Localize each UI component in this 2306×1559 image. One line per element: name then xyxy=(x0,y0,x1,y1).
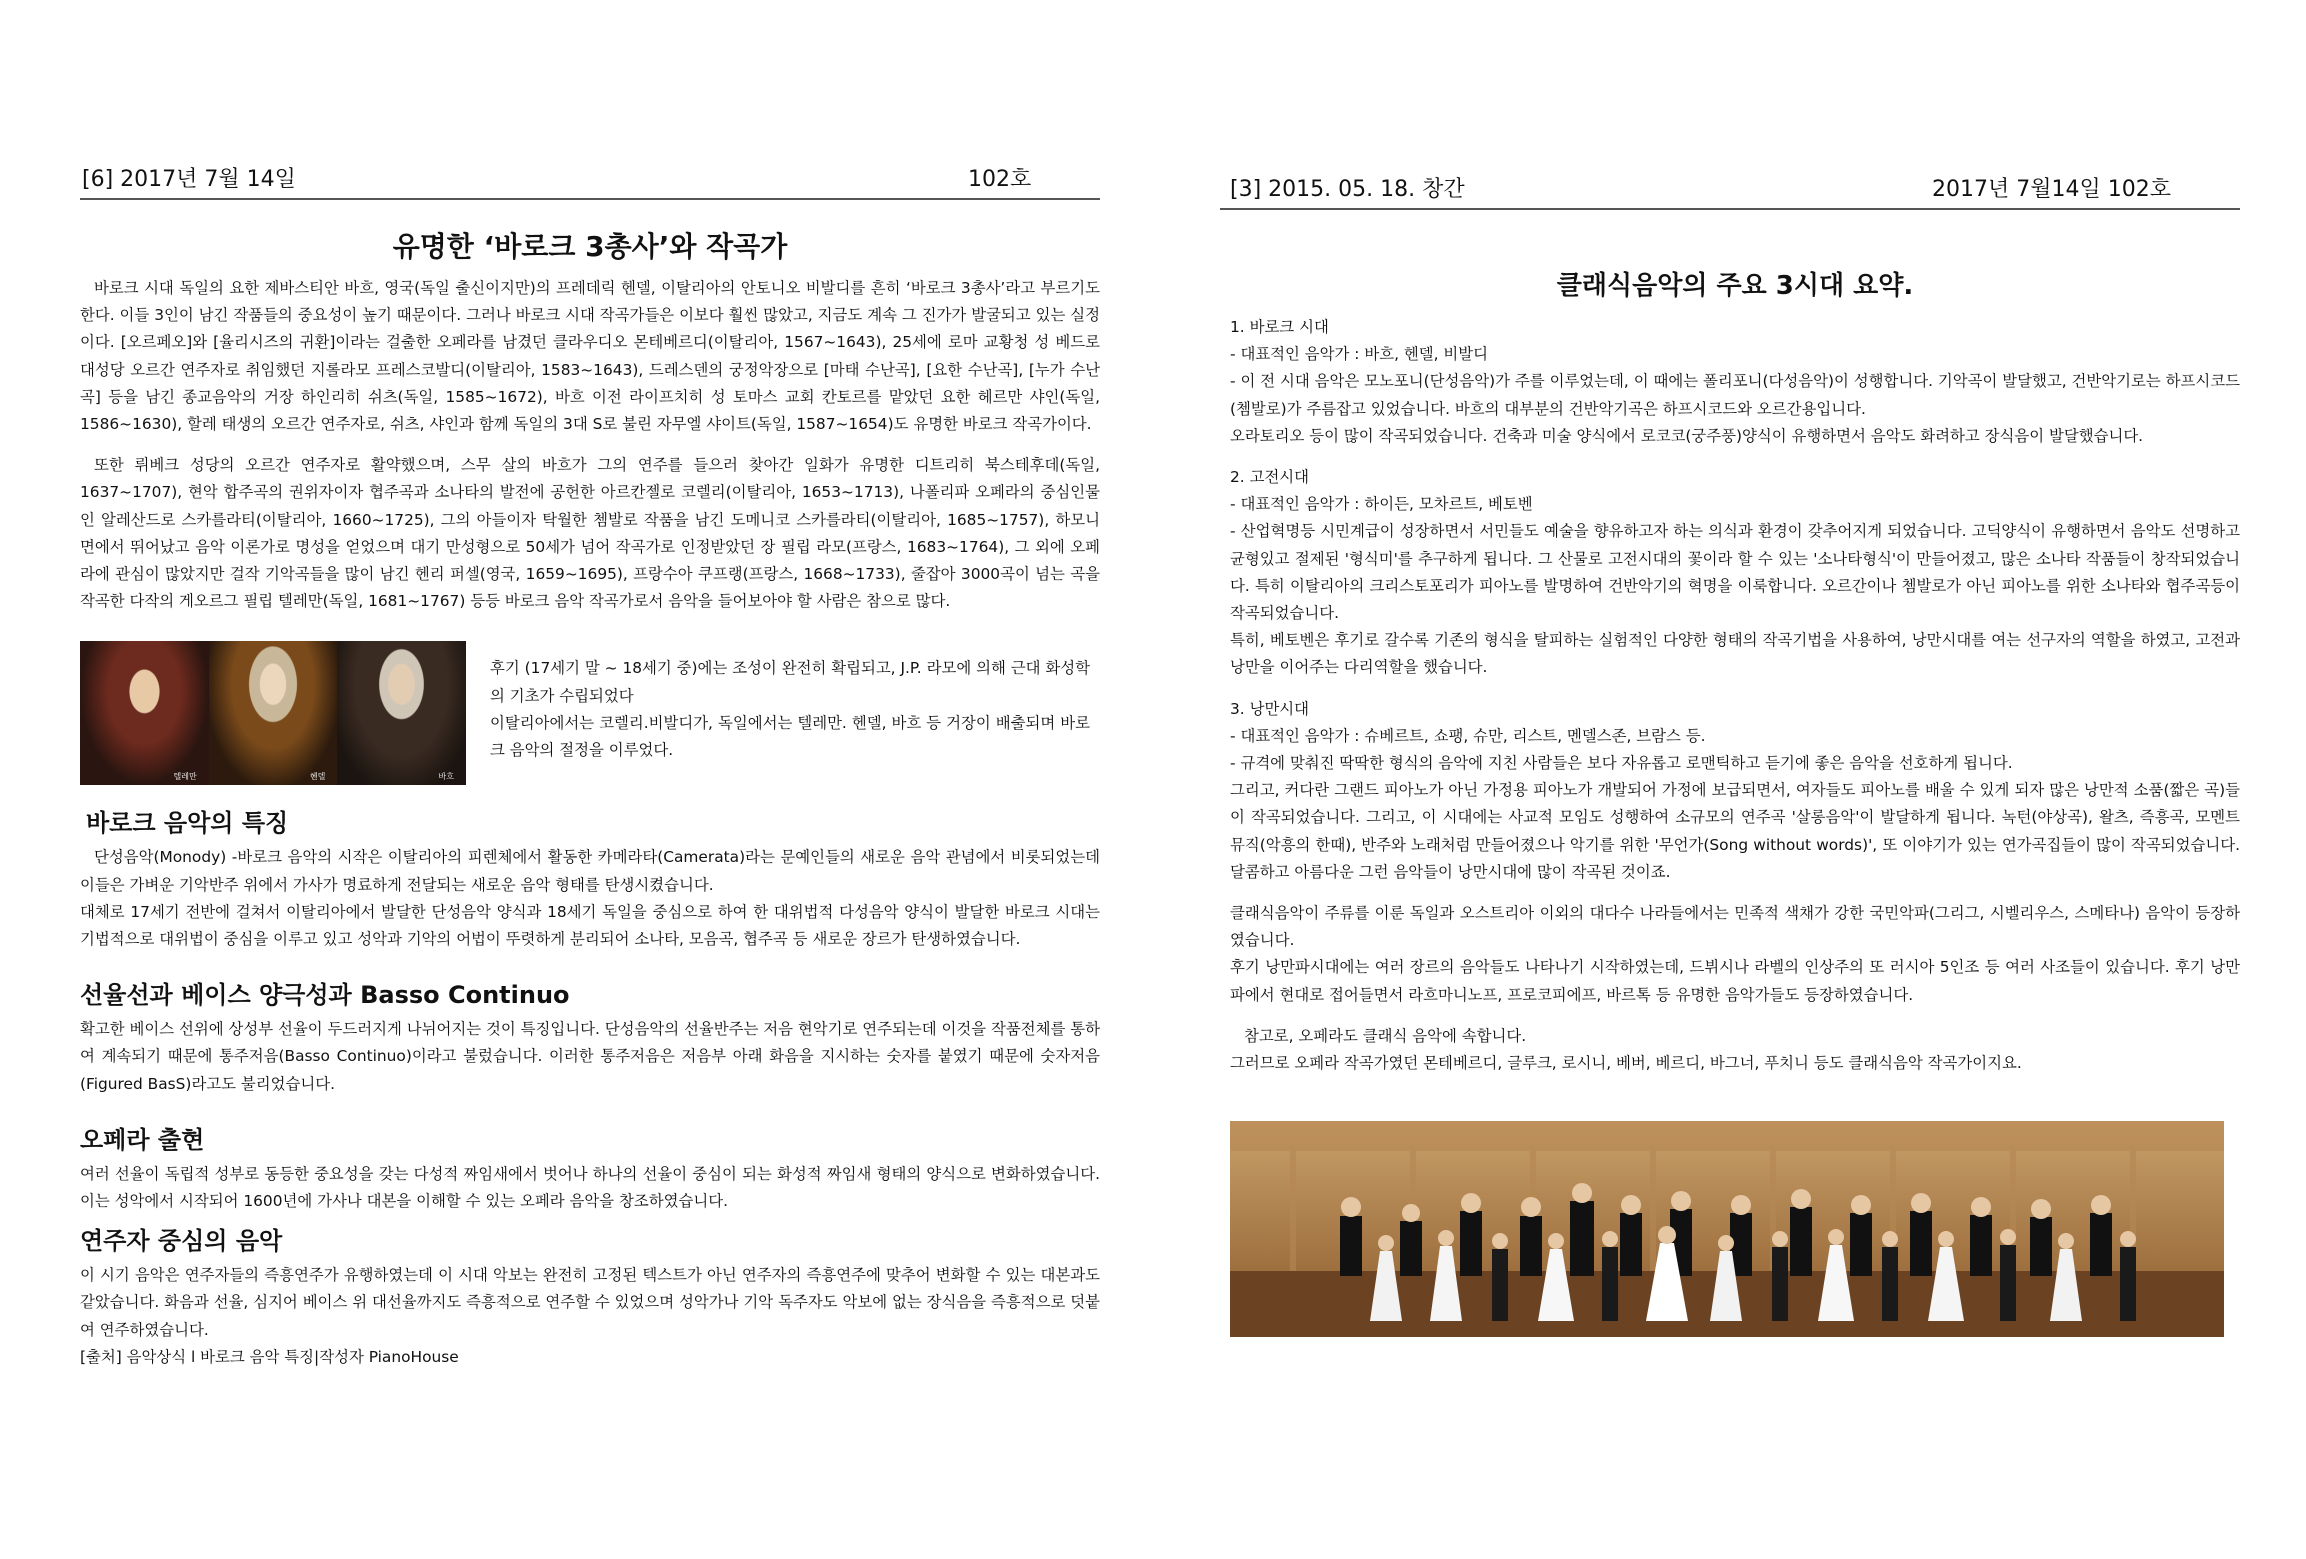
right-header-issue: 2017년 7월14일 102호 xyxy=(1932,177,2171,202)
portrait-caption: 헨델 xyxy=(309,772,326,782)
composer-portraits-image xyxy=(80,641,466,785)
left-page-header xyxy=(80,158,1100,200)
left-header-issue: 102호 xyxy=(968,167,1032,192)
basso-continuo-paragraph: 확고한 베이스 선위에 상성부 선율이 두드러지게 나뉘어지는 것이 특징입니다. 단성음악의 선율반주는 저음 현악기로 연주되는데 이것을 작품전체를 통하여 계속되기 때문에 통주저음(Basso Continuo)이라고 불렀습니다. 이러한 통주저음은 저음부 아래 화음을 지시하는 숫자를 붙였기 때문에 숫자저음(Figured BasS)라고도 불리었습니다. xyxy=(80,1020,1100,1093)
baroque-features-heading: 바로크 음악의 특징 xyxy=(86,809,289,838)
era1-paragraph: - 이 전 시대 음악은 모노포니(단성음악)가 주를 이루었는데, 이 때에는 폴리포니(다성음악)이 성행합니다. 기악곡이 발달했고, 건반악기로는 하프시코드(쳄발로)가 주름잡고 있었습니다. 바흐의 대부분의 건반악기곡은 하프시코드와 오르간용입니다. xyxy=(1230,372,2240,418)
late-baroque-text: 후기 (17세기 말 ~ 18세기 중)에는 조성이 완전히 확립되고, J.P. 라모에 의해 근대 화성학의 기초가 수립되었다 xyxy=(490,659,1090,705)
era1-paragraph-2: 오라토리오 등이 많이 작곡되었습니다. 건축과 미술 양식에서 로코코(궁주풍)양식이 유행하면서 음악도 화려하고 장식음이 발달했습니다. xyxy=(1230,426,2144,445)
national-school-paragraph: 클래식음악이 주류를 이룬 독일과 오스트리아 이외의 대다수 나라들에서는 민족적 색채가 강한 국민악파(그리그, 시벨리우스, 스메타나) 음악이 등장하였습니다. xyxy=(1230,904,2240,950)
era3-composers: - 대표적인 음악가 : 슈베르트, 쇼팽, 슈만, 리스트, 멘델스존, 브람스 등. xyxy=(1230,726,1706,745)
era1-heading: 1. 바로크 시대 xyxy=(1230,318,1329,336)
monody-paragraph: 단성음악(Monody) -바로크 음악의 시작은 이탈리아의 피렌체에서 활동한 카메라타(Camerata)라는 문예인들의 새로운 음악 관념에서 비롯되었는데 이들은 가벼운 기악반주 위에서 가사가 명료하게 전달되는 새로운 음악 형태를 탄생시켰습니다. xyxy=(80,848,1100,894)
left-page-body xyxy=(80,225,1100,1371)
era1-composers: - 대표적인 음악가 : 바흐, 헨델, 비발디 xyxy=(1230,345,1489,364)
composers-paragraph: 또한 뤼베크 성당의 오르간 연주자로 활약했으며, 스무 살의 바흐가 그의 연주를 들으러 찾아간 일화가 유명한 디트리히 북스테후데(독일, 1637~1707), 현악 합주곡의 권위자이자 협주곡과 소나타의 발전에 공헌한 아르칸젤로 코렐리(이탈리아, 1653~1713), 나폴리파 오페라의 중심인물인 알레산드로 스카를라티(이탈리아, 1660~1725), 그의 아들이자 탁월한 쳄발로 작품을 남긴 도메니코 스카를라티(이탈리아, 1685~1757), 하모니 면에서 뛰어났고 음악 이론가로 명성을 얻었으며 대기 만성형으로 50세가 넘어 작곡가로 인정받았던 장 필립 라모(프랑스, 1683~1764), 그 외에 오페라에 관심이 많았지만 걸작 기악곡들을 많이 남긴 헨리 퍼셀(영국, 1659~1695), 프랑수아 쿠프랭(프랑스, 1668~1733), 줄잡아 3000곡이 넘는 곡을 작곡한 다작의 게오르그 필립 텔레만(독일, 1681~1767) 등등 바로크 음악 작곡가로서 음악을 들어보아야 할 사람은 참으로 많다. xyxy=(80,456,1100,611)
right-page-body xyxy=(1230,265,2240,1337)
left-header-date: [6] 2017년 7월 14일 xyxy=(82,167,296,192)
orchestra-photo-illustration xyxy=(1230,1121,2224,1337)
late-romantic-paragraph: 후기 낭만파시대에는 여러 장르의 음악들도 나타나기 시작하였는데, 드뷔시나 라벨의 인상주의 또 러시아 5인조 등 여러 사조들이 있습니다. 후기 낭만파에서 현대로 접어들면서 라흐마니노프, 프로코피에프, 바르톡 등 유명한 음악가들도 등장하였습니다. xyxy=(1230,958,2240,1004)
era2-composers: - 대표적인 음악가 : 하이든, 모차르트, 베토벤 xyxy=(1230,495,1533,514)
era3-paragraph: - 규격에 맞춰진 딱딱한 형식의 음악에 지친 사람들은 보다 자유롭고 로맨틱하고 듣기에 좋은 음악을 선호하게 됩니다. xyxy=(1230,754,2013,773)
orchestra-concert-photo xyxy=(1230,1121,2224,1337)
masters-text: 이탈리아에서는 코렐리.비발디가, 독일에서는 텔레만. 헨델, 바흐 등 거장이 배출되며 바로크 음악의 절정을 이루었다. xyxy=(490,713,1090,760)
opera-heading: 오페라 출현 xyxy=(80,1125,205,1154)
basso-continuo-heading: 선율선과 베이스 양극성과 Basso Continuo xyxy=(80,981,570,1010)
left-article-title: 유명한 ‘바로크 3총사’와 작곡가 xyxy=(392,230,788,263)
opera-paragraph: 여러 선율이 독립적 성부로 동등한 중요성을 갖는 다성적 짜임새에서 벗어나 하나의 선율이 중심이 되는 화성적 짜임새 형태의 양식으로 변화하였습니다. 이는 성악에서 시작되어 1600년에 가사나 대본을 이해할 수 있는 오페라 음악을 창조하였습니다. xyxy=(80,1164,1100,1211)
right-article-title: 클래식음악의 주요 3시대 요약. xyxy=(1556,271,1914,301)
era2-paragraph-2: 특히, 베토벤은 후기로 갈수록 기존의 형식을 탈피하는 실험적인 다양한 형태의 작곡기법을 사용하여, 낭만시대를 여는 선구자의 역할을 하였고, 고전과 낭만을 이어주는 다리역할을 했습니다. xyxy=(1230,631,2240,677)
era2-heading: 2. 고전시대 xyxy=(1230,468,1310,487)
reference-note: 참고로, 오페라도 클래식 음악에 속합니다. xyxy=(1244,1026,1527,1045)
performer-music-heading: 연주자 중심의 음악 xyxy=(80,1227,283,1256)
portrait-telemann xyxy=(80,641,209,785)
portrait-caption: 바흐 xyxy=(438,772,455,782)
portrait-section xyxy=(80,641,1100,785)
genres-paragraph: 대체로 17세기 전반에 걸쳐서 이탈리아에서 발달한 단성음악 양식과 18세기 독일을 중심으로 하여 한 대위법적 다성음악 양식이 발달한 바로크 시대는 기법적으로 대위법이 중심을 이루고 있고 성악과 기악의 어법이 뚜렷하게 분리되어 소나타, 모음곡, 협주곡 등 새로운 장르가 탄생하였습니다. xyxy=(80,902,1100,949)
portrait-side-text xyxy=(466,641,1090,785)
portrait-caption: 텔레만 xyxy=(173,772,197,782)
opera-composers-note: 그러므로 오페라 작곡가였던 몬테베르디, 글루크, 로시니, 베버, 베르디, 바그너, 푸치니 등도 클래식음악 작곡가이지요. xyxy=(1230,1054,2022,1073)
era3-paragraph-2: 그리고, 커다란 그랜드 피아노가 아닌 가정용 피아노가 개발되어 가정에 보급되면서, 여자들도 피아노를 배울 수 있게 되자 많은 낭만적 소품(짧은 곡)들이 작곡되었습니다. 그리고, 이 시대에는 사교적 모임도 성행하여 소규모의 연주곡 '살롱음악'이 발달하게 됩니다. 녹턴(야상곡), 왈츠, 즉흥곡, 모멘트 뮤직(악흥의 한때), 반주와 노래처럼 만들어졌으나 악기를 위한 '무언가(Song without words)', 또 이야기가 있는 연가곡집들이 많이 작곡되었습니다. 달콤하고 아름다운 그런 음악들이 낭만시대에 많이 작곡된 것이죠. xyxy=(1230,781,2240,881)
right-page-header xyxy=(1220,168,2240,210)
portrait-handel xyxy=(209,641,338,785)
source-credit: [출처] 음악상식 l 바로크 음악 특징|작성자 PianoHouse xyxy=(80,1347,459,1366)
era2-paragraph: - 산업혁명등 시민계급이 성장하면서 서민들도 예술을 향유하고자 하는 의식과 환경이 갖추어지게 되었습니다. 고딕양식이 유행하면서 음악도 선명하고 균형있고 절제된 '형식미'를 추구하게 됩니다. 그 산물로 고전시대의 꽃이라 할 수 있는 '소나타형식'이 만들어졌고, 많은 소나타 작품들이 창작되었습니다. 특히 이탈리아의 크리스토포리가 피아노를 발명하여 건반악기의 혁명을 이룩합니다. 오르간이나 쳄발로가 아닌 피아노를 위한 소나타와 협주곡등이 작곡되었습니다. xyxy=(1230,522,2240,623)
intro-paragraph: 바로크 시대 독일의 요한 제바스티안 바흐, 영국(독일 출신이지만)의 프레데릭 헨델, 이탈리아의 안토니오 비발디를 흔히 ‘바로크 3총사’라고 부르기도 한다. 이들 3인이 남긴 작품들의 중요성이 높기 때문이다. 그러나 바로크 시대 작곡가들은 이보다 훨씬 많았고, 지금도 계속 그 진가가 발굴되고 있는 실정이다. [오르페오]와 [율리시즈의 귀환]이라는 걸출한 오페라를 남겼던 클라우디오 몬테베르디(이탈리아, 1567~1643), 25세에 로마 교황청 성 베드로 대성당 오르간 연주자로 취임했던 지롤라모 프레스코발디(이탈리아, 1583~1643), 드레스덴의 궁정악장으로 [마태 수난곡], [요한 수난곡], [누가 수난곡] 등을 남긴 종교음악의 거장 하인리히 쉬츠(독일, 1585~1672), 바흐 이전 라이프치히 성 토마스 교회 칸토르를 맡았던 요한 헤르만 샤인(독일, 1586~1630), 할레 태생의 오르간 연주자로, 쉬츠, 샤인과 함께 독일의 3대 S로 불린 자무엘 샤이트(독일, 1587~1654)도 유명한 바로크 작곡가이다. xyxy=(80,279,1100,434)
era3-heading: 3. 낭만시대 xyxy=(1230,699,1310,718)
right-header-founded: [3] 2015. 05. 18. 창간 xyxy=(1230,177,1465,202)
performer-music-paragraph: 이 시기 음악은 연주자들의 즉흥연주가 유행하였는데 이 시대 악보는 완전히 고정된 텍스트가 아닌 연주자의 즉흥연주에 맞추어 변화할 수 있는 대본과도 같았습니다. 화음과 선율, 심지어 베이스 위 대선율까지도 즉흥적으로 연주할 수 있었으며 성악가나 기악 독주자도 악보에 없는 장식음을 즉흥적으로 덧붙여 연주하였습니다. xyxy=(80,1266,1100,1339)
portrait-bach xyxy=(337,641,466,785)
